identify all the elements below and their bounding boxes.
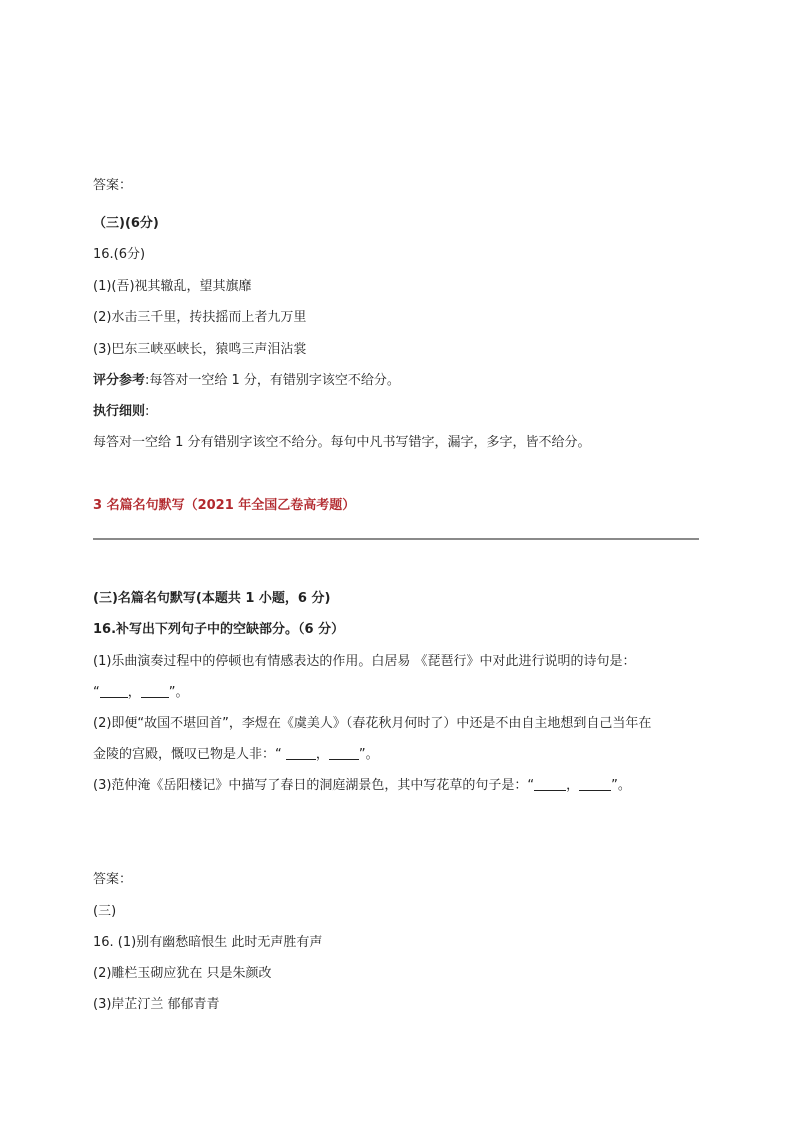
fill-blank[interactable] — [100, 685, 128, 698]
scoring-label: 评分参考 — [93, 373, 146, 388]
fill-blank[interactable] — [579, 778, 611, 791]
question-2-blanks: 金陵的宫殿，慨叹已物是人非：“ ， ”。 — [93, 747, 379, 762]
question-1-text: (1)乐曲演奏过程中的停顿也有情感表达的作用。白居易 《琵琶行》中对此进行说明的诗句是： — [93, 654, 636, 669]
question-1-blanks: “ ， ”。 — [93, 685, 189, 700]
rules-heading — [93, 404, 149, 420]
answer2-line-3: (3)岸芷汀兰 郁郁青青 — [93, 997, 220, 1012]
question-number: 16.(6分) — [93, 247, 146, 262]
answer-label: 答案： — [93, 178, 133, 193]
divider — [93, 538, 699, 540]
rules-label: 执行细则 — [93, 404, 146, 419]
answer-line-2: (2)水击三千里，抟扶摇而上者九万里 — [93, 310, 307, 325]
question-stem: 16.补写出下列句子中的空缺部分。（6 分） — [93, 622, 345, 637]
scoring-text: :每答对一空给 1 分，有错别字该空不给分。 — [145, 373, 400, 388]
answer-label-2: 答案： — [93, 872, 133, 887]
fill-blank[interactable] — [534, 778, 566, 791]
scoring-reference — [93, 373, 400, 389]
fill-blank[interactable] — [286, 747, 316, 760]
answer-line-3: (3)巴东三峡巫峡长，猿鸣三声泪沾裳 — [93, 342, 307, 357]
question-3-blanks: (3)范仲淹《岳阳楼记》中描写了春日的洞庭湖景色，其中写花草的句子是：“ ， ”。 — [93, 778, 631, 793]
answer-section-2: (三) — [93, 904, 117, 919]
section-heading: （三)(6分) — [93, 216, 159, 231]
section-title: 3 名篇名句默写（2021 年全国乙卷高考题） — [93, 498, 356, 513]
answer-line-1: (1)(吾)视其辙乱，望其旗靡 — [93, 279, 252, 294]
fill-blank[interactable] — [329, 747, 359, 760]
answer2-line-2: (2)雕栏玉砌应犹在 只是朱颜改 — [93, 966, 272, 981]
question-2-text: (2)即便“故国不堪回首”，李煜在《虞美人》（春花秋月何时了）中还是不由自主地想到自己当年在 — [93, 716, 652, 731]
question-title: (三)名篇名句默写(本题共 1 小题，6 分) — [93, 591, 331, 606]
answer2-line-1: 16. (1)别有幽愁暗恨生 此时无声胜有声 — [93, 935, 323, 950]
fill-blank[interactable] — [141, 685, 169, 698]
rules-text: 每答对一空给 1 分有错别字该空不给分。每句中凡书写错字，漏字，多字，皆不给分。 — [93, 435, 591, 450]
rules-colon: : — [145, 404, 150, 419]
